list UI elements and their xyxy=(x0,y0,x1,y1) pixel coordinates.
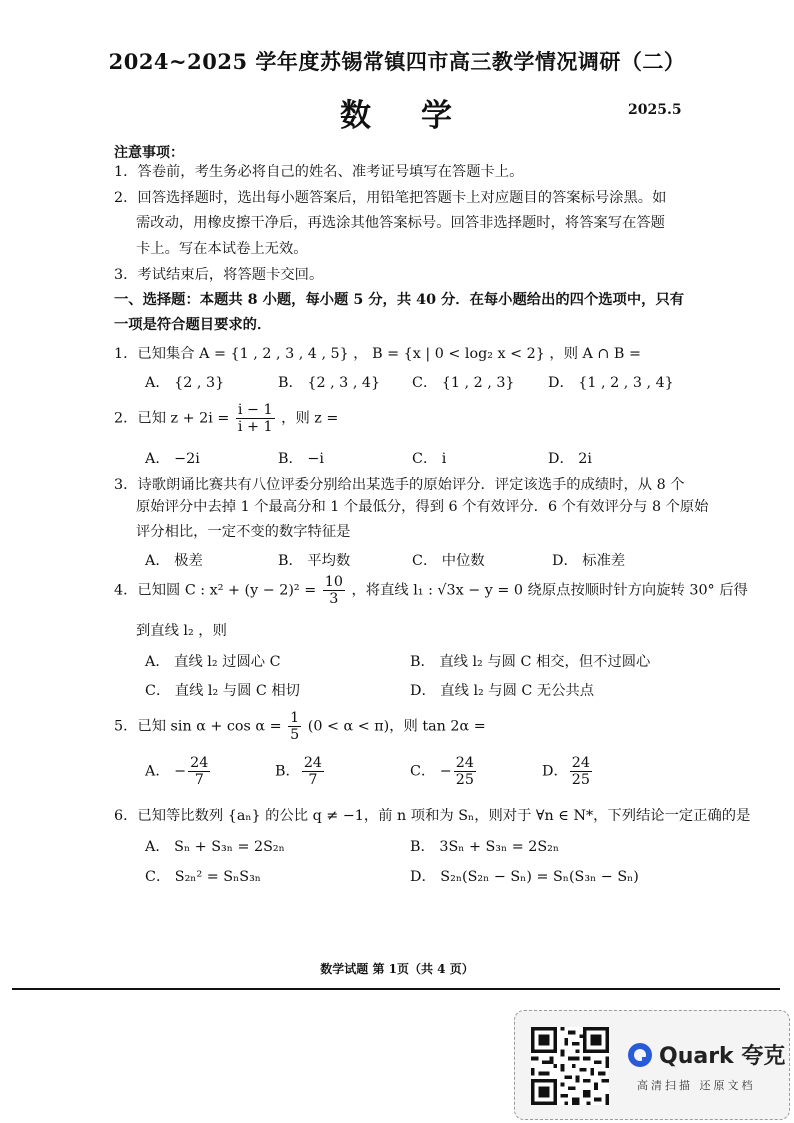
page-footer: 数学试题 第 1页（共 4 页） xyxy=(320,962,474,976)
q6-option-a: A． Sₙ + S₃ₙ = 2S₂ₙ xyxy=(145,839,285,855)
notes-heading: 注意事项： xyxy=(114,145,184,161)
q5-option-d xyxy=(542,755,594,788)
q5-denominator: 5 xyxy=(290,727,300,743)
q5-stem-post: (0 < α < π)，则 tan 2α = xyxy=(307,718,486,735)
question-5-stem xyxy=(114,710,486,743)
q6-option-c: C． S₂ₙ² = SₙS₃ₙ xyxy=(145,869,261,885)
q4-numerator: 10 xyxy=(324,574,343,590)
q1-option-c: C． {1 , 2 , 3} xyxy=(412,375,515,391)
question-3-line: 原始评分中去掉 1 个最高分和 1 个最低分，得到 6 个有效评分．6 个有效评分与 8 个原始 xyxy=(136,499,709,515)
q5-option-d-denominator: 25 xyxy=(571,772,590,788)
quark-tagline: 高清扫描 还原文档 xyxy=(637,1079,756,1092)
quark-brand-name: Quark 夸克 xyxy=(659,1044,786,1069)
q2-fraction xyxy=(236,402,275,435)
subject-char-1: 数 xyxy=(340,98,371,134)
q4-option-a: A． 直线 l₂ 过圆心 C xyxy=(145,654,281,670)
q6-option-d: D． S₂ₙ(S₂ₙ − Sₙ) = Sₙ(S₃ₙ − Sₙ) xyxy=(410,869,639,885)
q4-option-b: B． 直线 l₂ 与圆 C 相交，但不过圆心 xyxy=(410,654,651,670)
q5-option-d-numerator: 24 xyxy=(571,755,590,771)
q5-option-d-fraction xyxy=(570,755,592,788)
footer-rule xyxy=(12,988,780,990)
q5-option-b-denominator: 7 xyxy=(308,772,318,788)
note-item: 1．答卷前，考生务必将自己的姓名、准考证号填写在答题卡上。 xyxy=(114,164,524,180)
quark-brand xyxy=(627,1039,785,1070)
question-6-stem: 6．已知等比数列 {aₙ} 的公比 q ≠ −1，前 n 项和为 Sₙ，则对于 ∀n ∈ N*，下列结论一定正确的是 xyxy=(114,808,751,824)
q5-option-a-label: A． − xyxy=(145,763,187,780)
q5-option-c-numerator: 24 xyxy=(455,755,474,771)
subject-title xyxy=(340,90,502,135)
q4-stem-pre: 4．已知圆 C : x² + (y − 2)² = xyxy=(114,582,317,599)
q2-stem-pre: 2．已知 z + 2i = xyxy=(114,410,230,427)
q5-option-b xyxy=(275,755,326,788)
question-4-stem xyxy=(114,574,748,607)
q5-option-d-label: D． xyxy=(542,763,568,780)
q5-option-b-fraction xyxy=(302,755,324,788)
page-title: 2024~2025 学年度苏锡常镇四市高三教学情况调研（二） xyxy=(108,49,686,74)
q5-option-a-numerator: 24 xyxy=(190,755,209,771)
q2-option-a: A． −2i xyxy=(145,451,200,467)
subject-char-2: 学 xyxy=(421,98,452,134)
q4-denominator: 3 xyxy=(329,591,339,607)
exam-date: 2025.5 xyxy=(628,102,682,118)
q1-option-d: D． {1 , 2 , 3 , 4} xyxy=(548,375,674,391)
q5-fraction xyxy=(288,710,301,743)
question-3-line: 评分相比，一定不变的数字特征是 xyxy=(136,524,351,540)
q3-option-a: A． 极差 xyxy=(145,553,203,569)
q5-option-a-denominator: 7 xyxy=(194,772,204,788)
q5-stem-pre: 5．已知 sin α + cos α = xyxy=(114,718,282,735)
q5-option-c xyxy=(410,755,478,788)
q5-option-b-label: B． xyxy=(275,763,300,780)
quark-scan-badge[interactable] xyxy=(514,1010,790,1120)
note-item: 需改动，用橡皮擦干净后，再选涂其他答案标号。回答非选择题时，将答案写在答题 xyxy=(136,215,665,231)
question-1-stem: 1．已知集合 A = {1 , 2 , 3 , 4 , 5} ， B = {x | 0 < log₂ x < 2} ，则 A ∩ B = xyxy=(114,346,641,362)
q1-option-a: A． {2 , 3} xyxy=(145,375,225,391)
q5-option-c-label: C． − xyxy=(410,763,452,780)
q4-stem-post: ，将直线 l₁ : √3x − y = 0 绕原点按顺时针方向旋转 30° 后得 xyxy=(351,582,748,599)
q4-option-c: C． 直线 l₂ 与圆 C 相切 xyxy=(145,683,300,699)
question-2-stem xyxy=(114,402,338,435)
note-item: 2．回答选择题时，选出每小题答案后，用铅笔把答题卡上对应题目的答案标号涂黑。如 xyxy=(114,190,667,206)
q6-option-b: B． 3Sₙ + S₃ₙ = 2S₂ₙ xyxy=(410,839,560,855)
q2-option-c: C． i xyxy=(412,451,447,467)
q5-option-a xyxy=(145,755,212,788)
section-heading-cont: 一项是符合题目要求的． xyxy=(114,317,272,333)
section-heading: 一、选择题：本题共 8 小题，每小题 5 分，共 40 分．在每小题给出的四个选项中，只有 xyxy=(114,292,685,308)
q3-option-c: C． 中位数 xyxy=(412,553,485,569)
q5-numerator: 1 xyxy=(290,710,300,726)
q4-fraction xyxy=(323,574,345,607)
q3-option-b: B． 平均数 xyxy=(278,553,351,569)
q1-option-b: B． {2 , 3 , 4} xyxy=(278,375,381,391)
q2-denominator: i + 1 xyxy=(237,419,273,435)
question-4-line2: 到直线 l₂ ，则 xyxy=(136,623,227,639)
q5-option-c-fraction xyxy=(454,755,476,788)
note-item: 3．考试结束后，将答题卡交回。 xyxy=(114,267,324,283)
qr-code-icon xyxy=(531,1027,609,1105)
q2-stem-post: ，则 z = xyxy=(281,410,339,427)
quark-logo-icon xyxy=(627,1042,653,1068)
question-3-line: 3．诗歌朗诵比赛共有八位评委分别给出某选手的原始评分．评定该选手的成绩时，从 8 个 xyxy=(114,477,685,493)
q5-option-c-denominator: 25 xyxy=(455,772,474,788)
q3-option-d: D． 标准差 xyxy=(552,553,626,569)
q2-option-b: B． −i xyxy=(278,451,324,467)
q5-option-a-fraction xyxy=(188,755,210,788)
q4-option-d: D． 直线 l₂ 与圆 C 无公共点 xyxy=(410,683,595,699)
q2-option-d: D． 2i xyxy=(548,451,592,467)
q5-option-b-numerator: 24 xyxy=(303,755,323,771)
q2-numerator: i − 1 xyxy=(237,402,273,418)
note-item: 卡上。写在本试卷上无效。 xyxy=(136,241,308,257)
